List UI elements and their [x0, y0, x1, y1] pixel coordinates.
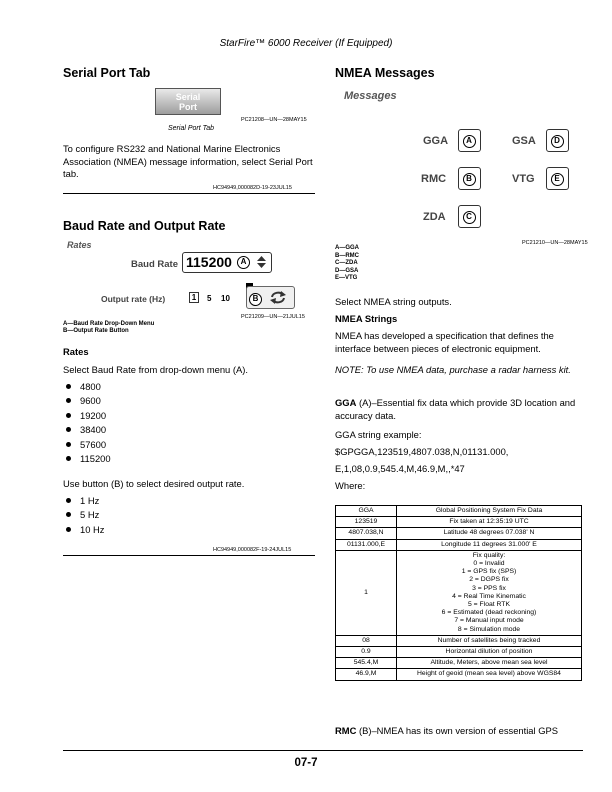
callout-a: A [237, 256, 250, 269]
gga-label: GGA [423, 135, 449, 147]
table-cell-description: Height of geoid (mean sea level) above WGS84 [397, 669, 582, 680]
table-cell-field: 545.4,M [336, 658, 397, 669]
table-row [336, 528, 582, 539]
callout-b: B [463, 173, 476, 186]
legend-a: A—Baud Rate Drop-Down Menu [63, 321, 155, 327]
divider [63, 193, 315, 194]
gga-field-table [335, 505, 582, 681]
output-option-5[interactable]: 5 [207, 294, 212, 303]
output-rate-button[interactable] [246, 286, 295, 309]
gsa-toggle[interactable] [546, 129, 569, 152]
gga-term: GGA [335, 397, 357, 408]
gga-description: (A)–Essential fix data which provide 3D location and accuracy data. [335, 397, 576, 421]
table-cell-description: Altitude, Meters, above mean sea level [397, 658, 582, 669]
table-row [336, 658, 582, 669]
legend-item: A—GGA [335, 245, 359, 251]
page-header: StarFire™ 6000 Receiver (If Equipped) [219, 38, 393, 49]
serial-port-paragraph: To configure RS232 and National Marine Electronics Association (NMEA) message information, select Serial Port tab. [63, 143, 313, 179]
list-item: 115200 [66, 452, 111, 466]
table-cell-description: Longitude 11 degrees 31.000' E [397, 539, 582, 550]
list-item: 38400 [66, 423, 111, 437]
legend-item: D—GSA [335, 267, 359, 274]
baud-rate-dropdown[interactable] [182, 252, 272, 273]
output-rate-label: Output rate (Hz) [101, 294, 166, 304]
select-baud-text: Select Baud Rate from drop-down menu (A). [63, 364, 248, 375]
list-item: 9600 [66, 394, 111, 408]
serial-port-button-line1: Serial [175, 92, 201, 102]
rates-subheading: Rates [63, 346, 89, 357]
output-option-1[interactable]: 1 [189, 292, 199, 303]
figure-caption: Serial Port Tab [168, 125, 215, 132]
table-cell-field: 1 [336, 550, 397, 635]
table-row [336, 539, 582, 550]
table-row [336, 635, 582, 646]
baud-rate-value: 115200 [186, 254, 232, 270]
list-item: 57600 [66, 438, 111, 452]
figure-id: PC21210—UN—28MAY15 [522, 240, 588, 246]
gga-toggle[interactable] [458, 129, 481, 152]
list-item: 1 Hz [66, 494, 105, 508]
page-number: 07-7 [294, 757, 318, 769]
rmc-description: (B)–NMEA has its own version of essential GPS [358, 725, 559, 736]
baud-list [66, 380, 111, 466]
callout-d: D [551, 135, 564, 148]
rate-list [66, 494, 105, 537]
output-option-10[interactable]: 10 [221, 294, 230, 303]
reference-id: HC94949,000082D-19-23JUL15 [213, 185, 292, 191]
vtg-label: VTG [512, 173, 535, 185]
legend-item: E—VTG [335, 275, 358, 281]
nmea-legend [335, 245, 359, 283]
nmea-strings-heading: NMEA Strings [335, 313, 398, 324]
table-cell-field: 08 [336, 635, 397, 646]
table-cell-field: GGA [336, 506, 397, 517]
list-item: 19200 [66, 409, 111, 423]
callout-c: C [463, 211, 476, 224]
table-cell-description: Global Positioning System Fix Data [397, 506, 582, 517]
rmc-term: RMC [335, 725, 357, 736]
table-row [336, 647, 582, 658]
serial-port-heading: Serial Port Tab [63, 66, 151, 80]
nmea-heading: NMEA Messages [335, 66, 435, 80]
table-row [336, 550, 582, 635]
legend-b: B—Output Rate Button [63, 328, 129, 334]
baud-heading: Baud Rate and Output Rate [63, 219, 226, 233]
table-cell-description: Latitude 48 degrees 07.038' N [397, 528, 582, 539]
callout-b: B [249, 293, 262, 306]
rates-title: Rates [67, 240, 92, 250]
where-label: Where: [335, 480, 366, 491]
vtg-toggle[interactable] [546, 167, 569, 190]
table-cell-field: 01131.000,E [336, 539, 397, 550]
table-row [336, 517, 582, 528]
select-nmea-text: Select NMEA string outputs. [335, 296, 452, 307]
figure-id: PC21208—UN—28MAY15 [241, 117, 307, 123]
example-label: GGA string example: [335, 429, 422, 440]
table-cell-description: Fix taken at 12:35:19 UTC [397, 517, 582, 528]
refresh-icon [268, 290, 288, 305]
table-row [336, 669, 582, 680]
dropdown-arrows-icon [256, 255, 267, 269]
footer-rule [63, 750, 583, 751]
table-row [336, 506, 582, 517]
callout-a: A [463, 135, 476, 148]
table-cell-field: 4807.038,N [336, 528, 397, 539]
table-cell-description: Number of satellites being tracked [397, 635, 582, 646]
legend-item: C—ZDA [335, 260, 358, 266]
serial-port-button[interactable] [155, 88, 221, 115]
baud-rate-label: Baud Rate [131, 259, 178, 270]
zda-label: ZDA [423, 211, 446, 223]
messages-title: Messages [344, 90, 397, 102]
callout-e: E [551, 173, 564, 186]
example-line-1: $GPGGA,123519,4807.038,N,01131.000, [335, 446, 509, 457]
list-item: 5 Hz [66, 508, 105, 522]
note-text: NOTE: To use NMEA data, purchase a radar harness kit. [335, 364, 571, 375]
table-cell-field: 123519 [336, 517, 397, 528]
table-cell-field: 46.9,M [336, 669, 397, 680]
divider [63, 555, 315, 556]
legend-item: B—RMC [335, 252, 359, 259]
use-button-text: Use button (B) to select desired output rate. [63, 478, 245, 489]
gga-paragraph [335, 397, 583, 422]
list-item: 10 Hz [66, 523, 105, 537]
table-cell-field: 0.9 [336, 647, 397, 658]
table-cell-description: Horizontal dilution of position [397, 647, 582, 658]
rmc-toggle[interactable] [458, 167, 481, 190]
rmc-label: RMC [421, 173, 447, 185]
nmea-strings-paragraph: NMEA has developed a specification that defines the interface between pieces of electronic equipment. [335, 330, 554, 354]
list-item: 4800 [66, 380, 111, 394]
table-cell-description: Fix quality: 0 = Invalid 1 = GPS fix (SPS) 2 = DGPS fix 3 = PPS fix 4 = Real Time Kinematic 5 = Float RTK 6 = Estimated (dead reckoning) 7 = Manual input mode 8 = Simulation mode [397, 550, 582, 635]
gsa-label: GSA [512, 135, 536, 147]
example-line-2: E,1,08,0.9,545.4,M,46.9,M,,*47 [335, 463, 465, 474]
reference-id: HC94949,000082F-19-24JUL15 [213, 547, 292, 553]
rmc-paragraph [335, 725, 583, 738]
serial-port-button-line2: Port [179, 102, 197, 112]
zda-toggle[interactable] [458, 205, 481, 228]
figure-id: PC21209—UN—21JUL15 [241, 314, 305, 320]
